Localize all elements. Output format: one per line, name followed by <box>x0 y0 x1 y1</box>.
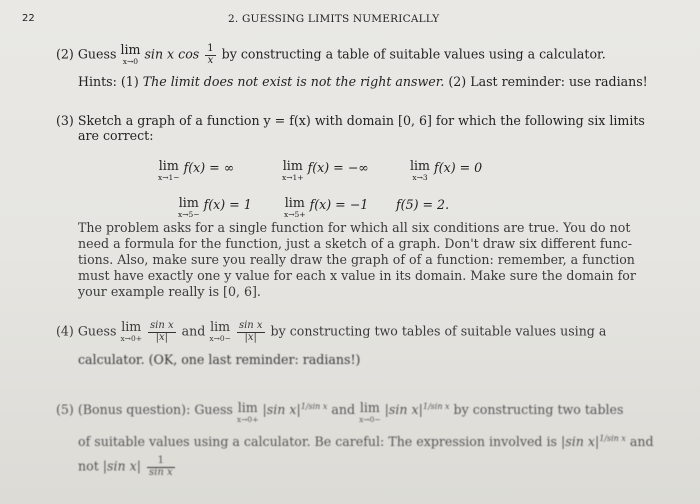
f-of-5-condition: f(5) = 2. <box>396 197 450 212</box>
page-number: 22 <box>22 13 35 24</box>
problem-3-para-line-5: your example really is [0, 6]. <box>78 284 261 299</box>
guess-word: Guess <box>77 46 117 62</box>
problem-5-line-2: of suitable values using a calculator. Be careful: The expression involved is |sin $x|^{1/sin x}$ and <box>78 434 654 450</box>
problem-2-rest: by constructing a table of suitable values using a calculator. <box>221 46 606 62</box>
problem-3-line-2: are correct: <box>78 128 154 143</box>
problem-3-para-line-1: The problem asks for a single function for which all six conditions are true. You do not <box>78 220 631 235</box>
problem-4-line-1: (4) Guess lim x→0+ $\frac{\text{sin x}}{|x|}$ and lim x→0− $\frac{\text{sin x}}{|x|}$ by constructing two tables of suitable values using a <box>56 319 607 343</box>
limit-condition-1: lim x→1− f(x) = ∞ <box>158 158 235 182</box>
problem-2-hints: Hints: (1) The limit does not exist is not the right answer. (2) Last reminder: use radians! <box>78 74 648 89</box>
limit-operator: lim x→0 <box>120 42 141 66</box>
problem-3-para-line-2: need a formula for the function, just a sketch of a graph. Don't draw six different func- <box>78 236 633 251</box>
limit-condition-4: lim x→5− f(x) = 1 <box>178 195 252 219</box>
function-text: sin x cos <box>144 46 200 62</box>
fraction-one-over-x: $\frac{1}{x}$ <box>207 43 214 66</box>
problem-4-line-2: calculator. (OK, one last reminder: radians!) <box>78 352 361 367</box>
problem-3-para-line-3: tions. Also, make sure you really draw the graph of of a function: remember, a function <box>78 252 635 267</box>
problem-3-line-1: (3) Sketch a graph of a function y = f(x) with domain [0, 6] for which the following six limits <box>56 113 645 128</box>
page-header: 2. GUESSING LIMITS NUMERICALLY <box>228 13 440 25</box>
limit-condition-5: lim x→5+ f(x) = −1 <box>284 195 369 219</box>
problem-5-line-3: not |sin x| $\frac{1}{\text{sin x}}$ <box>78 455 173 478</box>
problem-5-line-1: (5) (Bonus question): Guess lim x→0+ |sin $x|^{1/sin x}$ and lim x→0− |sin $x|^{1/sin x}$ by constructing two tables <box>56 400 624 424</box>
problem-3-para-line-4: must have exactly one y value for each x value in its domain. Make sure the domain for <box>78 268 636 283</box>
problem-2-line-1 <box>56 44 606 66</box>
problem-2-number: (2) <box>56 46 74 62</box>
limit-condition-3: lim x→3 f(x) = 0 <box>410 158 483 182</box>
limit-condition-2: lim x→1+ f(x) = −∞ <box>282 158 369 182</box>
